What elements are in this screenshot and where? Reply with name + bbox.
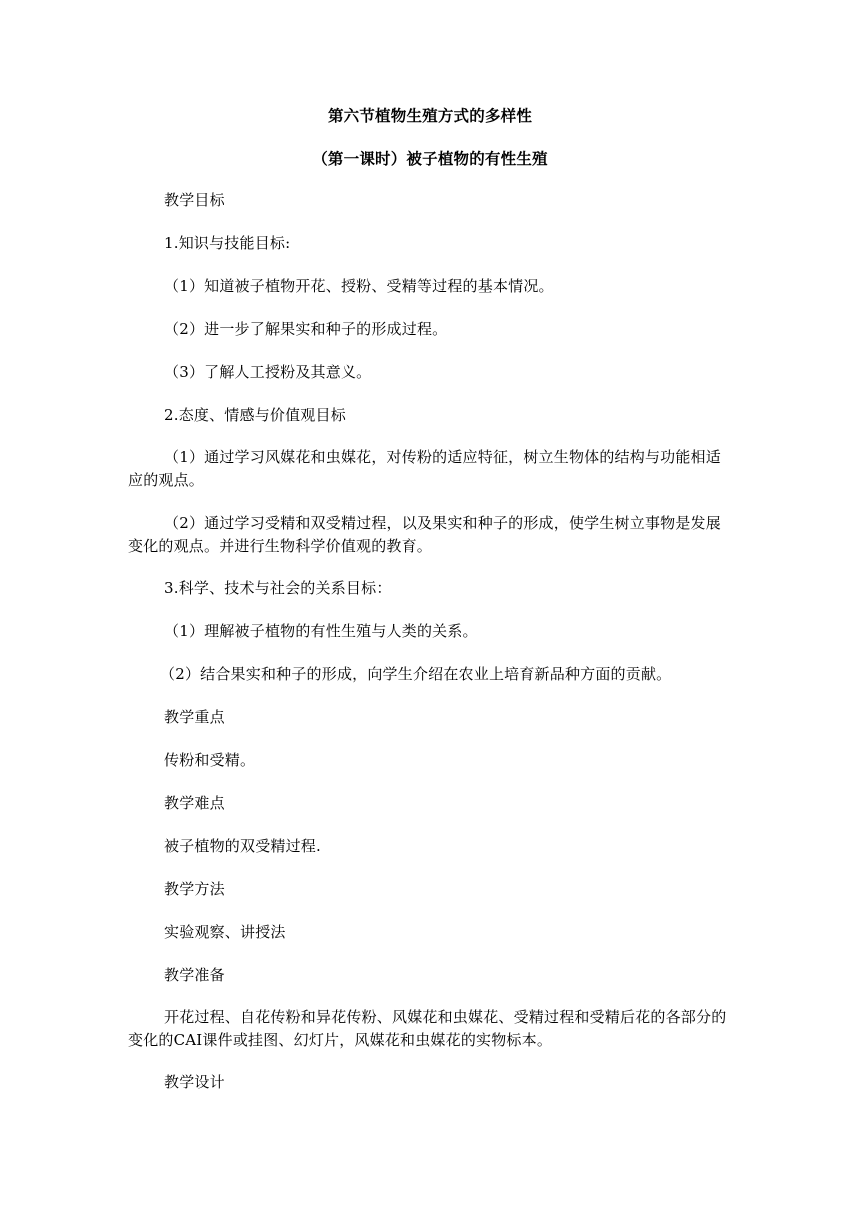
section-heading-difficulties: 教学难点 <box>164 794 225 812</box>
document-subtitle: （第一课时）被子植物的有性生殖 <box>312 149 548 168</box>
section-heading-preparation: 教学准备 <box>164 966 225 984</box>
section-heading-objectives: 教学目标 <box>164 191 225 209</box>
document-title: 第六节植物生殖方式的多样性 <box>327 106 533 125</box>
objective-1-heading: 1.知识与技能目标: <box>164 234 291 252</box>
difficulties-text: 被子植物的双受精过程. <box>164 837 321 855</box>
objective-3-heading: 3.科学、技术与社会的关系目标： <box>164 579 392 597</box>
section-heading-keypoints: 教学重点 <box>164 708 225 726</box>
objective-1-item-2: （2）进一步了解果实和种子的形成过程。 <box>164 320 448 338</box>
section-heading-design: 教学设计 <box>164 1073 225 1091</box>
preparation-text: 开花过程、自花传粉和异花传粉、风媒花和虫媒花、受精过程和受精后花的各部分的变化的CAI课件或挂图、幻灯片，风媒花和虫媒花的实物标本。 <box>128 1008 727 1049</box>
methods-text: 实验观察、讲授法 <box>164 923 286 941</box>
keypoints-text: 传粉和受精。 <box>164 751 256 769</box>
section-heading-methods: 教学方法 <box>164 880 225 898</box>
objective-2-item-2: （2）通过学习受精和双受精过程，以及果实和种子的形成，使学生树立事物是发展变化的观点。并进行生物科学价值观的教育。 <box>128 514 721 555</box>
objective-3-item-2: （2）结合果实和种子的形成，向学生介绍在农业上培育新品种方面的贡献。 <box>160 665 672 683</box>
objective-1-item-3: （3）了解人工授粉及其意义。 <box>164 363 372 381</box>
objective-2-heading: 2.态度、情感与价值观目标 <box>164 406 346 424</box>
objective-3-item-1: （1）理解被子植物的有性生殖与人类的关系。 <box>164 622 478 640</box>
objective-2-item-1: （1）通过学习风媒花和虫媒花，对传粉的适应特征，树立生物体的结构与功能相适应的观点。 <box>128 448 721 489</box>
objective-1-item-1: （1）知道被子植物开花、授粉、受精等过程的基本情况。 <box>164 277 554 295</box>
